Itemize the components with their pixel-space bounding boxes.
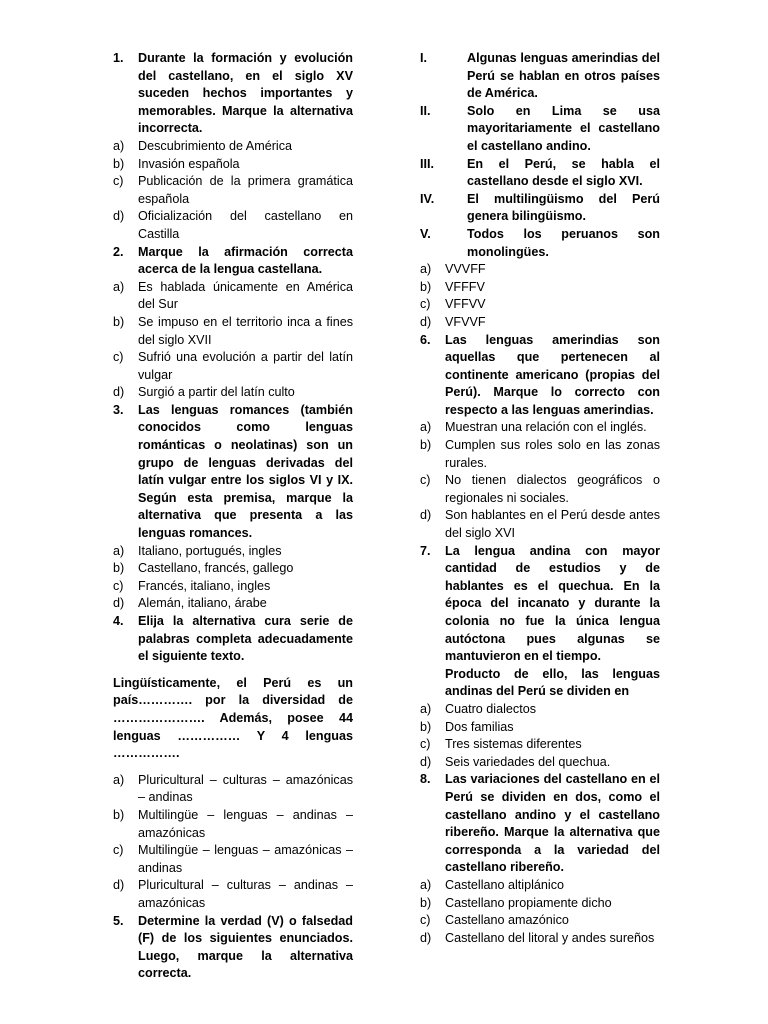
option-6d xyxy=(420,507,660,542)
option-text: Pluricultural – culturas – andinas – amazónicas xyxy=(138,878,353,910)
option-text: VVVFF xyxy=(445,262,486,277)
option-4c xyxy=(113,842,353,877)
question-text: Elija la alternativa cura serie de palabras completa adecuadamente el siguiente texto. xyxy=(138,614,353,664)
option-letter: a) xyxy=(420,420,432,435)
option-3a xyxy=(113,543,353,561)
option-text: Publicación de la primera gramática española xyxy=(138,174,353,206)
option-text: Invasión española xyxy=(138,156,240,171)
option-text: Es hablada únicamente en América del Sur xyxy=(138,279,353,312)
option-letter: d) xyxy=(113,878,125,893)
option-letter: b) xyxy=(113,314,125,329)
option-8a xyxy=(420,877,660,895)
question-7-continuation: Producto de ello, las lenguas andinas del Perú se dividen en xyxy=(445,666,660,699)
option-letter: b) xyxy=(420,719,432,734)
option-8c xyxy=(420,912,660,930)
statement-text: El multilingüismo del Perú genera bilingüismo. xyxy=(467,191,660,224)
option-2b xyxy=(113,314,353,349)
option-text: Italiano, portugués, ingles xyxy=(138,543,282,558)
option-letter: d) xyxy=(113,385,125,400)
question-6 xyxy=(420,332,660,420)
option-5c xyxy=(420,296,660,314)
option-text: Cuatro dialectos xyxy=(445,701,537,716)
roman-numeral: III. xyxy=(420,156,434,171)
question-5 xyxy=(113,913,353,983)
option-3b xyxy=(113,560,353,578)
option-7a xyxy=(420,701,660,719)
option-text: Surgió a partir del latín culto xyxy=(138,385,295,400)
option-text: Son hablantes en el Perú desde antes del siglo XVI xyxy=(445,508,660,541)
option-letter: a) xyxy=(420,877,432,892)
option-letter: d) xyxy=(420,930,432,945)
right-column xyxy=(420,50,660,947)
option-8b xyxy=(420,895,660,913)
left-column xyxy=(113,50,353,983)
option-text: Castellano altiplánico xyxy=(445,877,565,892)
option-4a xyxy=(113,772,353,807)
statement-text: Solo en Lima se usa mayoritariamente el castellano el castellano andino. xyxy=(467,103,660,153)
option-letter: c) xyxy=(420,297,431,312)
option-2d xyxy=(113,384,353,402)
option-text: Pluricultural – culturas – amazónicas – andinas xyxy=(138,772,353,805)
option-7c xyxy=(420,736,660,754)
option-letter: b) xyxy=(113,156,125,171)
option-text: Castellano, francés, gallego xyxy=(138,561,294,576)
option-text: Castellano del litoral y andes sureños xyxy=(445,930,655,945)
option-letter: b) xyxy=(420,438,432,453)
option-text: Seis variedades del quechua. xyxy=(445,754,611,769)
option-1a xyxy=(113,138,353,156)
question-text: Marque la afirmación correcta acerca de la lengua castellana. xyxy=(138,244,353,277)
option-text: Multilingüe – lenguas – andinas – amazónicas xyxy=(138,807,353,840)
roman-numeral: IV. xyxy=(420,191,435,206)
option-6c xyxy=(420,472,660,507)
option-letter: b) xyxy=(113,561,125,576)
question-number: 1. xyxy=(113,51,124,65)
option-6a xyxy=(420,419,660,437)
statement-iv xyxy=(420,191,660,226)
statement-text: Algunas lenguas amerindias del Perú se hablan en otros países de América. xyxy=(467,51,660,101)
question-text: Las lenguas romances (también conocidos como lenguas románticas o neolatinas) son un grupo de lenguas derivadas del latín vulgar entre los siglos VI y IX. Según esta premisa, marque la alternativa que presenta a las lenguas romances. xyxy=(138,402,353,541)
option-4d xyxy=(113,877,353,912)
option-text: Descubrimiento de América xyxy=(138,138,292,153)
option-text: Francés, italiano, ingles xyxy=(138,578,271,593)
option-letter: b) xyxy=(420,895,432,910)
statement-iii xyxy=(420,156,660,191)
fill-in-passage: Lingüísticamente, el Perú es un país…………. por la diversidad de …………………. Además, posee 44 lenguas …………… Y 4 lenguas ……………. xyxy=(113,675,353,761)
statement-v xyxy=(420,226,660,261)
option-text: Tres sistemas diferentes xyxy=(445,737,582,752)
option-letter: a) xyxy=(420,262,432,277)
question-7 xyxy=(420,543,660,666)
option-6b xyxy=(420,437,660,472)
option-4b xyxy=(113,807,353,842)
option-7d xyxy=(420,754,660,772)
question-3 xyxy=(113,402,353,543)
roman-numeral: V. xyxy=(420,226,431,241)
option-1d xyxy=(113,208,353,243)
option-letter: c) xyxy=(113,350,124,365)
option-text: VFVVF xyxy=(445,314,486,329)
question-text: Determine la verdad (V) o falsedad (F) de los siguientes enunciados. Luego, marque la alternativa correcta. xyxy=(138,913,353,981)
option-letter: b) xyxy=(420,279,432,294)
option-text: Multilingüe – lenguas – amazónicas – andinas xyxy=(138,843,353,875)
option-text: Sufrió una evolución a partir del latín vulgar xyxy=(138,350,353,382)
option-8d xyxy=(420,930,660,948)
question-number: 3. xyxy=(113,402,124,417)
option-text: VFFVV xyxy=(445,297,486,312)
option-text: Dos familias xyxy=(445,719,514,734)
question-text: La lengua andina con mayor cantidad de estudios y de hablantes es el quechua. En la época del incanato y durante la colonia no fue la única lengua autóctona pues algunas se mantuvieron en el tiempo. xyxy=(445,543,660,664)
option-letter: c) xyxy=(420,473,431,488)
option-2a xyxy=(113,279,353,314)
roman-numeral: I. xyxy=(420,51,427,65)
option-letter: d) xyxy=(420,754,432,769)
option-1c xyxy=(113,173,353,208)
option-letter: a) xyxy=(113,279,125,294)
option-letter: d) xyxy=(113,596,125,611)
option-7b xyxy=(420,719,660,737)
option-letter: b) xyxy=(113,807,125,822)
option-text: No tienen dialectos geográficos o regionales ni sociales. xyxy=(445,473,660,505)
statement-ii xyxy=(420,103,660,156)
option-letter: d) xyxy=(420,314,432,329)
question-1 xyxy=(113,50,353,138)
option-1b xyxy=(113,156,353,174)
option-text: Cumplen sus roles solo en las zonas rurales. xyxy=(445,438,660,470)
option-text: Alemán, italiano, árabe xyxy=(138,596,267,611)
option-letter: c) xyxy=(420,913,431,928)
option-text: VFFFV xyxy=(445,279,485,294)
statement-i xyxy=(420,50,660,103)
question-text: Durante la formación y evolución del castellano, en el siglo XV suceden hechos importantes y memorables. Marque la alternativa incorrecta. xyxy=(138,51,353,136)
question-number: 6. xyxy=(420,332,431,347)
roman-numeral: II. xyxy=(420,103,431,118)
option-text: Se impuso en el territorio inca a fines del siglo XVII xyxy=(138,314,353,347)
question-number: 5. xyxy=(113,913,124,928)
option-letter: a) xyxy=(113,138,125,153)
option-text: Castellano propiamente dicho xyxy=(445,895,612,910)
question-8 xyxy=(420,771,660,877)
option-5a xyxy=(420,261,660,279)
question-4 xyxy=(113,613,353,666)
option-3d xyxy=(113,595,353,613)
option-letter: d) xyxy=(420,508,432,523)
option-letter: a) xyxy=(113,543,125,558)
option-letter: a) xyxy=(113,772,125,787)
question-2 xyxy=(113,244,353,279)
question-number: 8. xyxy=(420,772,431,787)
option-text: Castellano amazónico xyxy=(445,913,569,928)
question-number: 7. xyxy=(420,543,431,558)
statement-text: Todos los peruanos son monolingües. xyxy=(467,226,660,259)
option-letter: c) xyxy=(113,174,124,189)
option-letter: c) xyxy=(113,843,124,858)
option-text: Muestran una relación con el inglés. xyxy=(445,420,647,435)
option-5b xyxy=(420,279,660,297)
question-text: Las lenguas amerindias son aquellas que pertenecen al continente americano (propias del Perú). Marque lo correcto con respecto a las lenguas amerindias. xyxy=(445,332,660,417)
option-5d xyxy=(420,314,660,332)
option-2c xyxy=(113,349,353,384)
option-letter: a) xyxy=(420,701,432,716)
statement-text: En el Perú, se habla el castellano desde el siglo XVI. xyxy=(467,156,660,189)
question-number: 2. xyxy=(113,244,124,259)
question-number: 4. xyxy=(113,614,124,628)
option-letter: c) xyxy=(113,578,124,593)
option-letter: d) xyxy=(113,209,125,224)
question-text: Las variaciones del castellano en el Perú se dividen en dos, como el castellano andino y el castellano ribereño. Marque la alternativa que corresponda a la variedad del castellano ribereño. xyxy=(445,772,660,875)
option-letter: c) xyxy=(420,737,431,752)
option-text: Oficialización del castellano en Castilla xyxy=(138,209,353,241)
option-3c xyxy=(113,578,353,596)
